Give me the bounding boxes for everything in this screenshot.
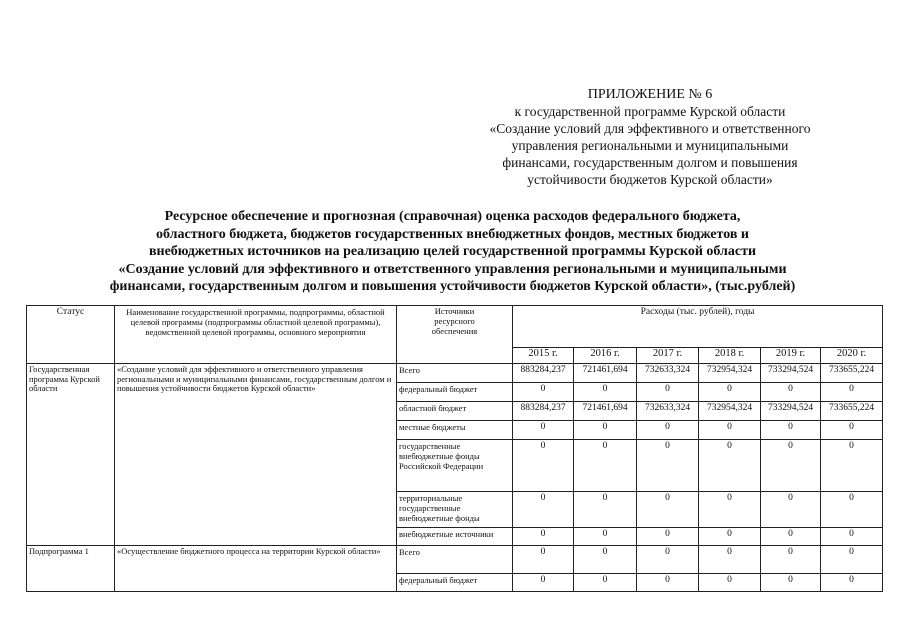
header-status: Статус xyxy=(27,306,115,364)
year-cell: 2017 г. xyxy=(637,348,699,364)
value-cell: 0 xyxy=(761,546,821,574)
document-title xyxy=(40,208,865,296)
resource-table xyxy=(26,305,883,592)
value-cell: 732954,324 xyxy=(699,364,761,383)
value-cell: 0 xyxy=(637,546,699,574)
subprogram-section xyxy=(27,546,883,592)
value-cell: 0 xyxy=(821,440,883,492)
value-cell: 733294,524 xyxy=(761,402,821,421)
value-cell: 733294,524 xyxy=(761,364,821,383)
value-cell: 0 xyxy=(699,546,761,574)
value-cell: 0 xyxy=(821,421,883,440)
value-cell: 0 xyxy=(821,574,883,592)
value-cell: 0 xyxy=(637,421,699,440)
value-cell: 0 xyxy=(574,440,637,492)
value-cell: 733655,224 xyxy=(821,364,883,383)
title-line: областного бюджета, бюджетов государственных внебюджетных фондов, местных бюджетов и xyxy=(156,226,749,242)
value-cell: 0 xyxy=(513,383,574,402)
value-cell: 733655,224 xyxy=(821,402,883,421)
appendix-line: финансами, государственным долгом и повышения xyxy=(502,155,798,170)
source-cell: федеральный бюджет xyxy=(397,574,513,592)
title-line: внебюджетных источников на реализацию целей государственной программы Курской области xyxy=(148,244,757,259)
title-line: финансами, государственным долгом и повышения устойчивости бюджетов Курской области», (тыс.рублей) xyxy=(109,279,796,294)
year-cell: 2016 г. xyxy=(574,348,637,364)
value-cell: 0 xyxy=(513,546,574,574)
table-row xyxy=(27,364,883,383)
header-sources: Источники ресурсного обеспечения xyxy=(397,306,513,364)
value-cell: 721461,694 xyxy=(574,402,637,421)
value-cell: 0 xyxy=(574,528,637,546)
source-cell: Всего xyxy=(397,364,513,383)
value-cell: 0 xyxy=(699,421,761,440)
value-cell: 0 xyxy=(637,492,699,528)
source-cell: Всего xyxy=(397,546,513,574)
value-cell: 732633,324 xyxy=(637,364,699,383)
value-cell: 0 xyxy=(637,383,699,402)
value-cell: 0 xyxy=(574,383,637,402)
value-cell: 0 xyxy=(761,383,821,402)
program-section xyxy=(27,364,883,546)
value-cell: 0 xyxy=(574,421,637,440)
value-cell: 0 xyxy=(637,528,699,546)
value-cell: 0 xyxy=(574,492,637,528)
value-cell: 883284,237 xyxy=(513,402,574,421)
value-cell: 0 xyxy=(761,440,821,492)
appendix-header xyxy=(440,86,860,188)
title-line: Ресурсное обеспечение и прогнозная (справочная) оценка расходов федерального бюджета, xyxy=(164,209,741,224)
value-cell: 0 xyxy=(699,492,761,528)
value-cell: 0 xyxy=(821,528,883,546)
value-cell: 0 xyxy=(699,440,761,492)
value-cell: 0 xyxy=(761,421,821,440)
value-cell: 0 xyxy=(821,383,883,402)
value-cell: 883284,237 xyxy=(513,364,574,383)
value-cell: 0 xyxy=(821,546,883,574)
appendix-line: к государственной программе Курской области xyxy=(514,104,786,119)
year-cell: 2018 г. xyxy=(699,348,761,364)
source-cell: областной бюджет xyxy=(397,402,513,421)
title-line: «Создание условий для эффективного и ответственного управления региональными и муниципальными xyxy=(118,261,787,277)
year-cell: 2019 г. xyxy=(761,348,821,364)
value-cell: 0 xyxy=(513,421,574,440)
value-cell: 0 xyxy=(699,574,761,592)
status-cell: Подпрограмма 1 xyxy=(27,546,115,592)
program-name-cell: «Создание условий для эффективного и ответственного управления региональными и муниципальными финансами, государственным долгом и повышения устойчивости бюджетов Курской области» xyxy=(115,364,397,546)
value-cell: 0 xyxy=(513,492,574,528)
value-cell: 0 xyxy=(699,383,761,402)
value-cell: 0 xyxy=(637,574,699,592)
value-cell: 732633,324 xyxy=(637,402,699,421)
value-cell: 0 xyxy=(761,492,821,528)
appendix-line: «Создание условий для эффективного и ответственного xyxy=(489,121,811,136)
appendix-line: управления региональными и муниципальными xyxy=(511,138,789,153)
source-cell: государственные внебюджетные фонды Российской Федерации xyxy=(397,440,513,492)
source-cell: местные бюджеты xyxy=(397,421,513,440)
year-cell: 2015 г. xyxy=(513,348,574,364)
status-cell: Государственная программа Курской области xyxy=(27,364,115,546)
appendix-number: ПРИЛОЖЕНИЕ № 6 xyxy=(587,87,713,102)
value-cell: 0 xyxy=(574,574,637,592)
program-name-cell: «Осуществление бюджетного процесса на территории Курской области» xyxy=(115,546,397,592)
year-cell: 2020 г. xyxy=(821,348,883,364)
value-cell: 0 xyxy=(821,492,883,528)
source-cell: федеральный бюджет xyxy=(397,383,513,402)
source-cell: территориальные государственные внебюджетные фонды xyxy=(397,492,513,528)
value-cell: 0 xyxy=(761,574,821,592)
table-row xyxy=(27,546,883,574)
value-cell: 0 xyxy=(574,546,637,574)
value-cell: 721461,694 xyxy=(574,364,637,383)
value-cell: 0 xyxy=(637,440,699,492)
appendix-line: устойчивости бюджетов Курской области» xyxy=(527,172,773,187)
value-cell: 0 xyxy=(513,440,574,492)
header-name: Наименование государственной программы, подпрограммы, областной целевой программы (подпрограммы областной целевой программы), ведомственной целевой программы, основного мероприятия xyxy=(115,306,397,364)
value-cell: 732954,324 xyxy=(699,402,761,421)
value-cell: 0 xyxy=(699,528,761,546)
header-expenses: Расходы (тыс. рублей), годы xyxy=(513,306,883,348)
source-cell: внебюджетные источники xyxy=(397,528,513,546)
value-cell: 0 xyxy=(513,574,574,592)
header-row xyxy=(27,306,883,348)
value-cell: 0 xyxy=(761,528,821,546)
value-cell: 0 xyxy=(513,528,574,546)
